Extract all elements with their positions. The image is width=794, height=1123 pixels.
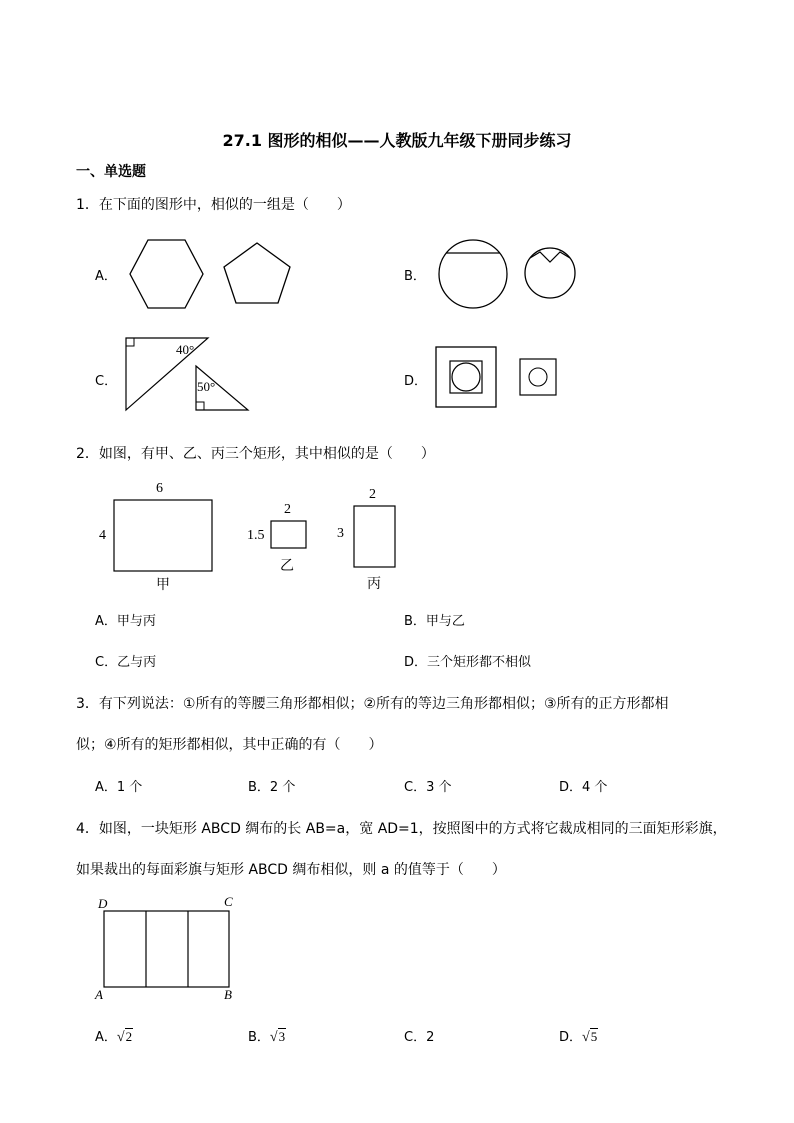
rect1-name-label: 甲 (156, 577, 170, 593)
q2-option-c[interactable]: C．乙与丙 (95, 655, 157, 670)
section-heading: 一、单选题 (76, 164, 146, 180)
q4-option-c[interactable]: C．2 (404, 1030, 435, 1045)
rect2-width-label: 2 (284, 502, 291, 517)
rect3-height-label: 3 (337, 526, 344, 541)
rect2-name-label: 乙 (280, 558, 294, 574)
q3-option-c[interactable]: C．3 个 (404, 780, 452, 795)
rect3-name-label: 丙 (367, 576, 381, 592)
squares-with-circles-figure (434, 345, 562, 409)
q2-option-a[interactable]: A．甲与丙 (95, 614, 156, 629)
q1-option-c-label[interactable]: C． (95, 374, 118, 389)
q4-option-d-value: 5 (590, 1029, 598, 1044)
circle-with-chord-figure (436, 236, 512, 312)
question-4-stem-line2: 如果裁出的每面彩旗与矩形 ABCD 绸布相似，则 a 的值等于（ ） (76, 862, 506, 878)
q3-option-d[interactable]: D．4 个 (559, 780, 608, 795)
question-2-stem: 2．如图，有甲、乙、丙三个矩形，其中相似的是（ ） (76, 446, 435, 462)
q1-option-b-label[interactable]: B． (404, 269, 426, 284)
q4-option-a-value: 2 (125, 1029, 133, 1044)
page-title: 27.1 图形的相似——人教版九年级下册同步练习 (222, 131, 572, 150)
q4-option-a-prefix: A． (95, 1030, 117, 1045)
q4-option-d[interactable] (559, 1026, 598, 1046)
sqrt-symbol: √2 (116, 1029, 133, 1045)
rect1-height-label: 4 (99, 528, 106, 543)
vertex-b-label: B (224, 987, 232, 1002)
q4-option-b-value: 3 (278, 1029, 286, 1044)
vertex-c-label: C (224, 894, 233, 909)
question-1-stem: 1．在下面的图形中，相似的一组是（ ） (76, 197, 351, 213)
q4-option-a[interactable] (95, 1026, 133, 1046)
q4-option-d-prefix: D． (559, 1030, 583, 1045)
vertex-d-label: D (98, 896, 108, 911)
rect3-width-label: 2 (369, 487, 376, 502)
rectangle-abcd-figure (94, 893, 244, 1005)
rect2-height-label: 1.5 (247, 528, 265, 543)
q4-option-b[interactable] (248, 1026, 286, 1046)
pentagon-figure (220, 240, 294, 306)
sqrt-symbol: √5 (582, 1029, 598, 1045)
angle-50-label: 50° (197, 379, 216, 394)
q2-option-b[interactable]: B．甲与乙 (404, 614, 465, 629)
sqrt-symbol: √3 (269, 1029, 286, 1045)
angle-40-label: 40° (176, 342, 195, 357)
three-rectangles-figure (94, 478, 414, 593)
question-3-stem-line2: 似；④所有的矩形都相似，其中正确的有（ ） (76, 737, 383, 753)
q1-option-a-label[interactable]: A． (95, 269, 117, 284)
question-4-stem-line1: 4．如图，一块矩形 ABCD 绸布的长 AB=a，宽 AD=1，按照图中的方式将它裁成相同的三面矩形彩旗， (76, 821, 727, 837)
circle-with-arc-figure (522, 244, 578, 302)
q3-option-b[interactable]: B．2 个 (248, 780, 296, 795)
q4-option-b-prefix: B． (248, 1030, 270, 1045)
right-triangles-figure (120, 334, 254, 414)
hexagon-figure (128, 238, 208, 310)
question-3-stem-line1: 3．有下列说法：①所有的等腰三角形都相似；②所有的等边三角形都相似；③所有的正方形都相 (76, 696, 669, 712)
vertex-a-label: A (95, 987, 103, 1002)
rect1-width-label: 6 (156, 481, 163, 496)
q1-option-d-label[interactable]: D． (404, 374, 428, 389)
q3-option-a[interactable]: A．1 个 (95, 780, 143, 795)
q2-option-d[interactable]: D．三个矩形都不相似 (404, 655, 532, 670)
